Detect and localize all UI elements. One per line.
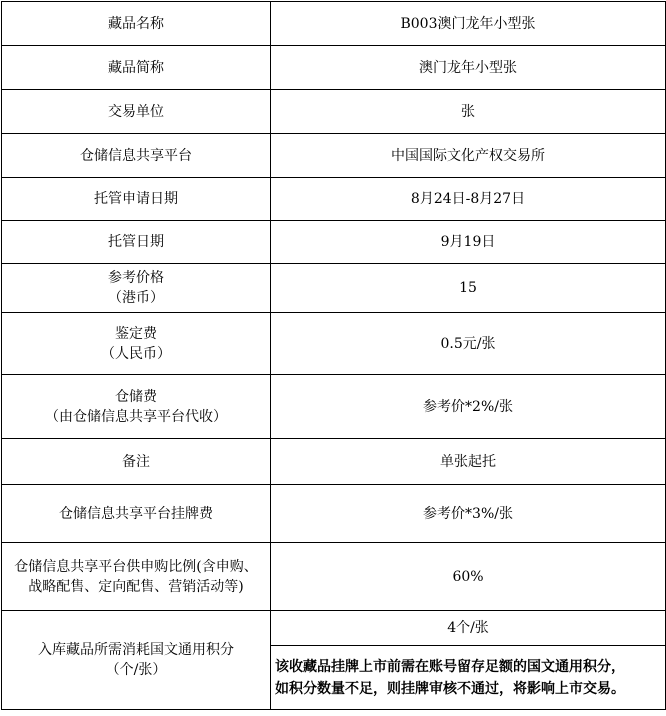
row-label: 托管日期 [2, 221, 271, 264]
row-label: 藏品名称 [2, 2, 271, 46]
table-row [2, 313, 666, 375]
row-label: 仓储信息共享平台挂牌费 [2, 485, 271, 543]
table-row [2, 439, 666, 485]
row-label: 藏品简称 [2, 46, 271, 90]
row-value: 60% [271, 543, 666, 611]
row-value: 单张起托 [271, 439, 666, 485]
row-label: 入库藏品所需消耗国文通用积分 （个/张） [2, 611, 271, 710]
table-row [2, 485, 666, 543]
collectible-info-table [1, 1, 666, 710]
row-value: 0.5元/张 [271, 313, 666, 375]
table-row [2, 543, 666, 611]
row-value: 张 [271, 90, 666, 134]
row-label: 仓储信息共享平台 [2, 134, 271, 178]
row-value: 中国国际文化产权交易所 [271, 134, 666, 178]
row-value: 8月24日-8月27日 [271, 178, 666, 221]
row-value: 15 [271, 264, 666, 313]
row-value: B003澳门龙年小型张 [271, 2, 666, 46]
listing-points-note: 该收藏品挂牌上市前需在账号留存足额的国文通用积分， 如积分数量不足，则挂牌审核不通过，将影响上市交易。 [271, 646, 666, 710]
row-label: 鉴定费 （人民币） [2, 313, 271, 375]
row-value: 参考价*3%/张 [271, 485, 666, 543]
row-label: 托管申请日期 [2, 178, 271, 221]
table-row [2, 178, 666, 221]
row-label: 交易单位 [2, 90, 271, 134]
table-row [2, 611, 666, 646]
row-label: 仓储信息共享平台供申购比例(含申购、 战略配售、定向配售、营销活动等) [2, 543, 271, 611]
table-row [2, 375, 666, 439]
table-row [2, 90, 666, 134]
table-row [2, 221, 666, 264]
row-value: 参考价*2%/张 [271, 375, 666, 439]
row-label: 参考价格 （港币） [2, 264, 271, 313]
table-row [2, 2, 666, 46]
table-row [2, 264, 666, 313]
row-value: 9月19日 [271, 221, 666, 264]
row-label: 备注 [2, 439, 271, 485]
table-row [2, 46, 666, 90]
row-value: 澳门龙年小型张 [271, 46, 666, 90]
table-row [2, 134, 666, 178]
row-value: 4个/张 [271, 611, 666, 646]
row-label: 仓储费 （由仓储信息共享平台代收） [2, 375, 271, 439]
